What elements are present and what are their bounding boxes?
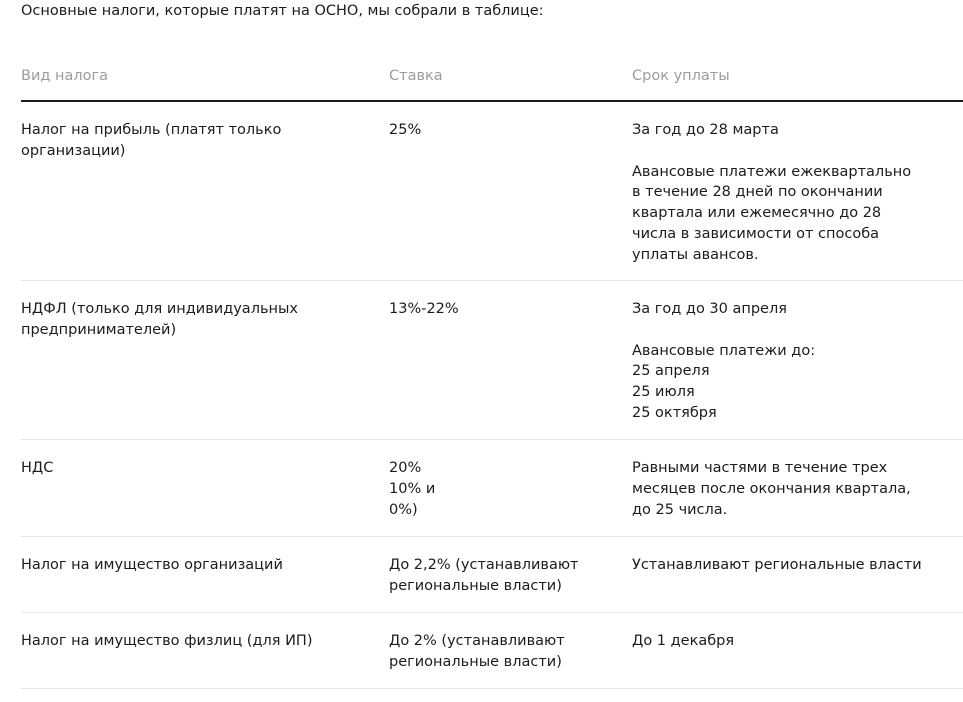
table-row <box>21 281 963 440</box>
tax-name-cell <box>21 458 361 479</box>
tax-name-cell <box>21 631 361 652</box>
deadline-note-line: в течение 28 дней по окончании <box>632 184 883 201</box>
table-row <box>21 537 963 613</box>
deadline-note-line: числа в зависимости от способа <box>632 225 880 242</box>
deadline-line: За год до 30 апреля <box>632 301 787 317</box>
table-row <box>21 102 963 281</box>
deadline-line: до 25 числа. <box>632 501 728 518</box>
tax-name-cell <box>21 120 361 162</box>
tax-name-line: Налог на имущество организаций <box>21 557 283 573</box>
rate-line: региональные власти) <box>389 577 562 594</box>
deadline-note-line: 25 июля <box>632 384 695 401</box>
rate-line: 13%-22% <box>389 301 459 317</box>
rate-line: До 2,2% (устанавливают <box>389 557 579 573</box>
header-deadline: Срок уплаты <box>632 68 730 84</box>
tax-name-cell <box>21 555 361 576</box>
tax-name-line: Налог на имущество физлиц (для ИП) <box>21 633 313 649</box>
intro-text: Основные налоги, которые платят на ОСНО, мы собрали в таблице: <box>21 3 544 19</box>
deadline-note-line: 25 апреля <box>632 363 710 380</box>
rate-cell <box>389 631 614 673</box>
table-row <box>21 440 963 537</box>
rate-line: 20% <box>389 460 422 476</box>
tax-name-line: организации) <box>21 142 126 159</box>
table-row <box>21 613 963 689</box>
header-rate: Ставка <box>389 68 443 84</box>
deadline-cell <box>632 458 952 520</box>
header-tax-type: Вид налога <box>21 68 109 84</box>
deadline-cell <box>632 299 952 424</box>
tax-name-line: Налог на прибыль (платят только <box>21 122 282 138</box>
rate-cell <box>389 299 614 320</box>
deadline-note-line: Авансовые платежи ежеквартально <box>632 163 912 180</box>
deadline-line: За год до 28 марта <box>632 122 779 138</box>
table-header <box>21 56 963 102</box>
rate-line: 25% <box>389 122 422 138</box>
deadline-note-line: квартала или ежемесячно до 28 <box>632 205 882 222</box>
deadline-line: До 1 декабря <box>632 633 735 649</box>
rate-cell <box>389 120 614 141</box>
rate-line: До 2% (устанавливают <box>389 633 565 649</box>
rate-line: 10% и <box>389 480 436 497</box>
rate-cell <box>389 458 614 520</box>
deadline-cell <box>632 631 952 652</box>
tax-name-line: предпринимателей) <box>21 321 177 338</box>
rate-line: 0%) <box>389 501 418 518</box>
tax-name-cell <box>21 299 361 341</box>
rate-line: региональные власти) <box>389 653 562 670</box>
rate-cell <box>389 555 614 597</box>
deadline-cell <box>632 120 952 266</box>
tax-table <box>21 56 963 689</box>
deadline-cell <box>632 555 952 576</box>
deadline-line: Равными частями в течение трех <box>632 460 888 476</box>
deadline-note-line: уплаты авансов. <box>632 246 759 263</box>
deadline-note-line: Авансовые платежи до: <box>632 342 816 359</box>
deadline-note-line: 25 октября <box>632 404 717 421</box>
deadline-line: Устанавливают региональные власти <box>632 557 922 573</box>
tax-name-line: НДС <box>21 460 54 476</box>
deadline-line: месяцев после окончания квартала, <box>632 480 911 497</box>
tax-name-line: НДФЛ (только для индивидуальных <box>21 301 299 317</box>
